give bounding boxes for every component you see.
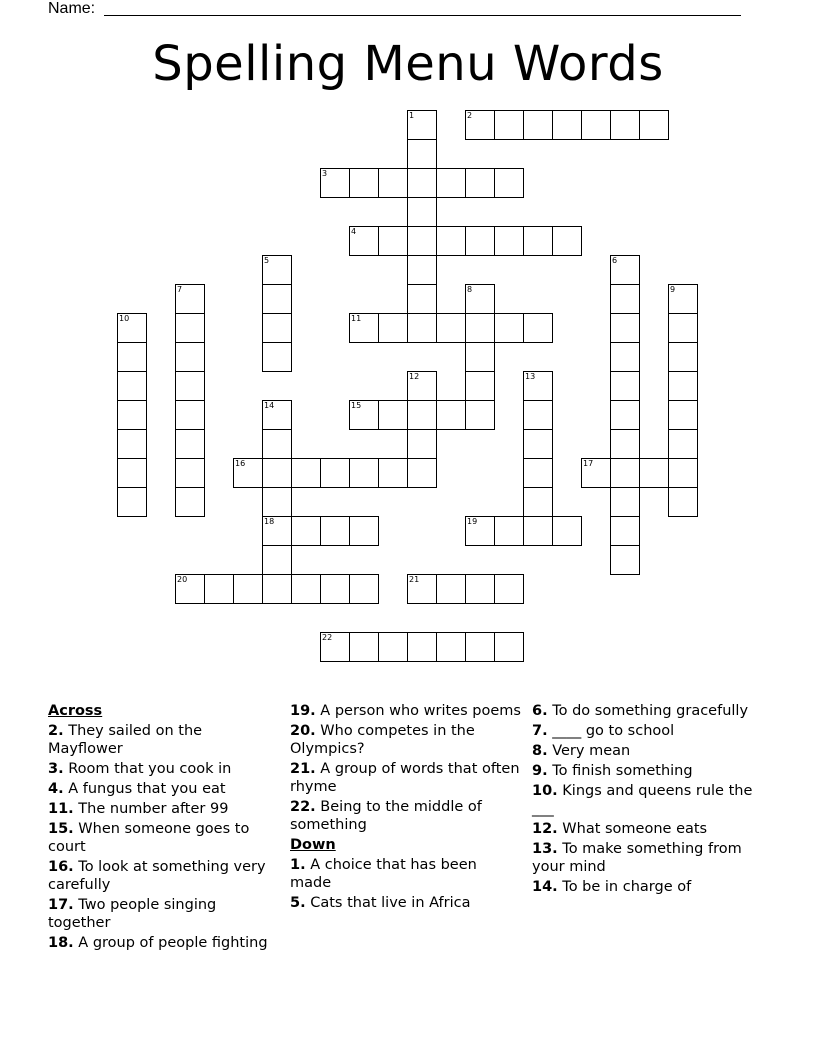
grid-cell[interactable] <box>117 458 147 488</box>
grid-cell[interactable] <box>610 255 640 285</box>
grid-cell[interactable] <box>552 110 582 140</box>
grid-cell[interactable] <box>552 226 582 256</box>
grid-cell[interactable] <box>523 516 553 546</box>
grid-cell[interactable] <box>117 429 147 459</box>
clue-number-label: 11. <box>48 801 74 817</box>
name-label: Name: <box>48 0 96 17</box>
grid-cell[interactable] <box>465 226 495 256</box>
clue-text: Kings and queens rule the ___ <box>532 783 753 817</box>
grid-cell[interactable] <box>407 110 437 140</box>
grid-cell[interactable] <box>407 139 437 169</box>
grid-cell[interactable] <box>668 313 698 343</box>
grid-cell[interactable] <box>233 574 263 604</box>
clue-text: To make something from your mind <box>532 841 742 875</box>
clue-item <box>48 780 280 798</box>
grid-cell[interactable] <box>320 632 350 662</box>
clue-number: 12 <box>409 372 420 381</box>
clue-text: To look at something very carefully <box>48 859 266 893</box>
clue-item <box>532 840 768 876</box>
clue-column-2 <box>290 702 522 914</box>
grid-cell[interactable] <box>175 487 205 517</box>
grid-cell[interactable] <box>378 226 408 256</box>
grid-cell[interactable] <box>407 574 437 604</box>
grid-cell[interactable] <box>378 632 408 662</box>
clue-text: When someone goes to court <box>48 821 250 855</box>
grid-cell[interactable] <box>523 487 553 517</box>
grid-cell[interactable] <box>175 458 205 488</box>
clue-number: 2 <box>467 111 473 120</box>
clue-item <box>290 702 522 720</box>
clue-number-label: 21. <box>290 761 316 777</box>
grid-cell[interactable] <box>610 400 640 430</box>
grid-cell[interactable] <box>465 168 495 198</box>
clue-number-label: 8. <box>532 743 548 759</box>
clue-number-label: 10. <box>532 783 558 799</box>
clue-number: 16 <box>235 459 246 468</box>
grid-cell[interactable] <box>668 487 698 517</box>
clue-text: A fungus that you eat <box>63 781 226 797</box>
clue-item <box>48 934 280 952</box>
grid-cell[interactable] <box>320 574 350 604</box>
clue-text: To finish something <box>547 763 693 779</box>
grid-cell[interactable] <box>465 110 495 140</box>
grid-cell[interactable] <box>262 574 292 604</box>
clue-number: 21 <box>409 575 420 584</box>
clue-text: Very mean <box>547 743 631 759</box>
grid-cell[interactable] <box>610 342 640 372</box>
grid-cell[interactable] <box>668 458 698 488</box>
grid-cell[interactable] <box>407 284 437 314</box>
clue-text: To do something gracefully <box>547 703 749 719</box>
clue-number-label: 19. <box>290 703 316 719</box>
clue-text: A group of people fighting <box>73 935 268 951</box>
grid-cell[interactable] <box>349 313 379 343</box>
grid-cell[interactable] <box>465 342 495 372</box>
grid-cell[interactable] <box>175 313 205 343</box>
grid-cell[interactable] <box>436 574 466 604</box>
clue-text: Being to the middle of something <box>290 799 482 833</box>
clue-number: 14 <box>264 401 275 410</box>
clue-item <box>48 858 280 894</box>
grid-cell[interactable] <box>349 632 379 662</box>
grid-cell[interactable] <box>494 516 524 546</box>
grid-cell[interactable] <box>262 342 292 372</box>
grid-cell[interactable] <box>610 458 640 488</box>
grid-cell[interactable] <box>175 400 205 430</box>
grid-cell[interactable] <box>262 545 292 575</box>
grid-cell[interactable] <box>523 226 553 256</box>
clue-number: 20 <box>177 575 188 584</box>
clue-item <box>48 800 280 818</box>
grid-cell[interactable] <box>117 313 147 343</box>
clue-item <box>290 798 522 834</box>
grid-cell[interactable] <box>465 400 495 430</box>
grid-cell[interactable] <box>378 168 408 198</box>
grid-cell[interactable] <box>610 545 640 575</box>
grid-cell[interactable] <box>465 516 495 546</box>
grid-cell[interactable] <box>407 429 437 459</box>
clue-number: 11 <box>351 314 362 323</box>
clue-number-label: 22. <box>290 799 316 815</box>
clue-number: 19 <box>467 517 478 526</box>
grid-cell[interactable] <box>407 313 437 343</box>
clue-number: 9 <box>670 285 676 294</box>
across-heading: Across <box>48 703 103 719</box>
grid-cell[interactable] <box>117 487 147 517</box>
clue-number: 15 <box>351 401 362 410</box>
grid-cell[interactable] <box>581 458 611 488</box>
grid-cell[interactable] <box>610 284 640 314</box>
clue-number-label: 17. <box>48 897 74 913</box>
grid-cell[interactable] <box>436 400 466 430</box>
grid-cell[interactable] <box>610 313 640 343</box>
grid-cell[interactable] <box>262 284 292 314</box>
grid-cell[interactable] <box>610 516 640 546</box>
grid-cell[interactable] <box>262 313 292 343</box>
grid-cell[interactable] <box>639 458 669 488</box>
grid-cell[interactable] <box>610 371 640 401</box>
clue-column-3 <box>532 702 768 898</box>
grid-cell[interactable] <box>407 197 437 227</box>
grid-cell[interactable] <box>494 574 524 604</box>
grid-cell[interactable] <box>523 400 553 430</box>
clue-number-label: 14. <box>532 879 558 895</box>
grid-cell[interactable] <box>262 400 292 430</box>
clue-column-1 <box>48 702 280 954</box>
grid-cell[interactable] <box>581 110 611 140</box>
grid-cell[interactable] <box>552 516 582 546</box>
clue-number-label: 13. <box>532 841 558 857</box>
grid-cell[interactable] <box>407 458 437 488</box>
clue-item <box>48 722 280 758</box>
clue-number: 1 <box>409 111 415 120</box>
grid-cell[interactable] <box>436 168 466 198</box>
grid-cell[interactable] <box>175 284 205 314</box>
clue-text: They sailed on the Mayflower <box>48 723 203 757</box>
clue-number-label: 20. <box>290 723 316 739</box>
clue-number-label: 4. <box>48 781 64 797</box>
grid-cell[interactable] <box>175 371 205 401</box>
clue-number: 22 <box>322 633 333 642</box>
grid-cell[interactable] <box>117 400 147 430</box>
clue-number: 4 <box>351 227 357 236</box>
grid-cell[interactable] <box>523 313 553 343</box>
grid-cell[interactable] <box>320 516 350 546</box>
grid-cell[interactable] <box>639 110 669 140</box>
grid-cell[interactable] <box>494 226 524 256</box>
grid-cell[interactable] <box>233 458 263 488</box>
grid-cell[interactable] <box>407 400 437 430</box>
clue-item <box>532 702 768 720</box>
grid-cell[interactable] <box>407 226 437 256</box>
clue-text: Two people singing together <box>48 897 217 931</box>
clue-item <box>532 722 768 740</box>
grid-cell[interactable] <box>175 342 205 372</box>
page-title: Spelling Menu Words <box>152 36 664 92</box>
clue-item <box>48 896 280 932</box>
grid-cell[interactable] <box>523 458 553 488</box>
grid-cell[interactable] <box>262 487 292 517</box>
clue-number-label: 9. <box>532 763 548 779</box>
grid-cell[interactable] <box>262 458 292 488</box>
clue-item <box>290 894 522 912</box>
clue-text: A group of words that often rhyme <box>290 761 520 795</box>
grid-cell[interactable] <box>465 632 495 662</box>
clue-item <box>290 760 522 796</box>
clue-number: 17 <box>583 459 594 468</box>
grid-cell[interactable] <box>523 110 553 140</box>
grid-cell[interactable] <box>378 458 408 488</box>
grid-cell[interactable] <box>668 284 698 314</box>
grid-cell[interactable] <box>349 574 379 604</box>
clue-number: 13 <box>525 372 536 381</box>
grid-cell[interactable] <box>668 429 698 459</box>
down-heading: Down <box>290 837 336 853</box>
grid-cell[interactable] <box>349 226 379 256</box>
clue-item <box>532 820 768 838</box>
clue-number-label: 6. <box>532 703 548 719</box>
clue-number-label: 7. <box>532 723 548 739</box>
grid-cell[interactable] <box>349 168 379 198</box>
clue-text: To be in charge of <box>557 879 692 895</box>
grid-cell[interactable] <box>407 371 437 401</box>
clue-item <box>290 722 522 758</box>
clue-number-label: 12. <box>532 821 558 837</box>
grid-cell[interactable] <box>494 168 524 198</box>
clue-text: ____ go to school <box>547 723 675 739</box>
clue-text: A choice that has been made <box>290 857 477 891</box>
grid-cell[interactable] <box>262 516 292 546</box>
grid-cell[interactable] <box>378 313 408 343</box>
grid-cell[interactable] <box>610 487 640 517</box>
clue-text: What someone eats <box>557 821 708 837</box>
clue-number-label: 5. <box>290 895 306 911</box>
grid-cell[interactable] <box>204 574 234 604</box>
grid-cell[interactable] <box>436 632 466 662</box>
clue-number-label: 16. <box>48 859 74 875</box>
grid-cell[interactable] <box>407 632 437 662</box>
grid-cell[interactable] <box>378 400 408 430</box>
clue-text: A person who writes poems <box>315 703 521 719</box>
clue-text: Who competes in the Olympics? <box>290 723 475 757</box>
clue-item <box>532 782 768 818</box>
grid-cell[interactable] <box>465 284 495 314</box>
grid-cell[interactable] <box>407 168 437 198</box>
clue-item <box>532 878 768 896</box>
grid-cell[interactable] <box>465 313 495 343</box>
grid-cell[interactable] <box>291 458 321 488</box>
grid-cell[interactable] <box>262 255 292 285</box>
grid-cell[interactable] <box>523 429 553 459</box>
grid-cell[interactable] <box>349 516 379 546</box>
grid-cell[interactable] <box>117 342 147 372</box>
clue-item <box>532 762 768 780</box>
grid-cell[interactable] <box>523 371 553 401</box>
clue-item <box>48 820 280 856</box>
grid-cell[interactable] <box>349 458 379 488</box>
grid-cell[interactable] <box>465 574 495 604</box>
clue-number-label: 3. <box>48 761 64 777</box>
grid-cell[interactable] <box>668 342 698 372</box>
clue-item <box>532 742 768 760</box>
grid-cell[interactable] <box>436 226 466 256</box>
clue-text: The number after 99 <box>73 801 229 817</box>
grid-cell[interactable] <box>668 371 698 401</box>
grid-cell[interactable] <box>494 632 524 662</box>
clue-number: 5 <box>264 256 270 265</box>
clue-number: 8 <box>467 285 473 294</box>
grid-cell[interactable] <box>494 110 524 140</box>
grid-cell[interactable] <box>320 458 350 488</box>
clue-number: 7 <box>177 285 183 294</box>
grid-cell[interactable] <box>262 429 292 459</box>
clue-number-label: 1. <box>290 857 306 873</box>
grid-cell[interactable] <box>117 371 147 401</box>
grid-cell[interactable] <box>175 574 205 604</box>
clue-number-label: 18. <box>48 935 74 951</box>
grid-cell[interactable] <box>610 429 640 459</box>
grid-cell[interactable] <box>436 313 466 343</box>
clue-number: 10 <box>119 314 130 323</box>
grid-cell[interactable] <box>465 371 495 401</box>
clue-item <box>48 760 280 778</box>
clue-number-label: 2. <box>48 723 64 739</box>
clue-number: 18 <box>264 517 275 526</box>
grid-cell[interactable] <box>668 400 698 430</box>
grid-cell[interactable] <box>320 168 350 198</box>
clue-number-label: 15. <box>48 821 74 837</box>
grid-cell[interactable] <box>175 429 205 459</box>
grid-cell[interactable] <box>291 516 321 546</box>
clue-number: 6 <box>612 256 618 265</box>
clue-item <box>290 856 522 892</box>
grid-cell[interactable] <box>349 400 379 430</box>
clue-text: Room that you cook in <box>63 761 232 777</box>
grid-cell[interactable] <box>407 255 437 285</box>
grid-cell[interactable] <box>494 313 524 343</box>
grid-cell[interactable] <box>291 574 321 604</box>
clue-number: 3 <box>322 169 328 178</box>
grid-cell[interactable] <box>610 110 640 140</box>
clue-text: Cats that live in Africa <box>305 895 471 911</box>
